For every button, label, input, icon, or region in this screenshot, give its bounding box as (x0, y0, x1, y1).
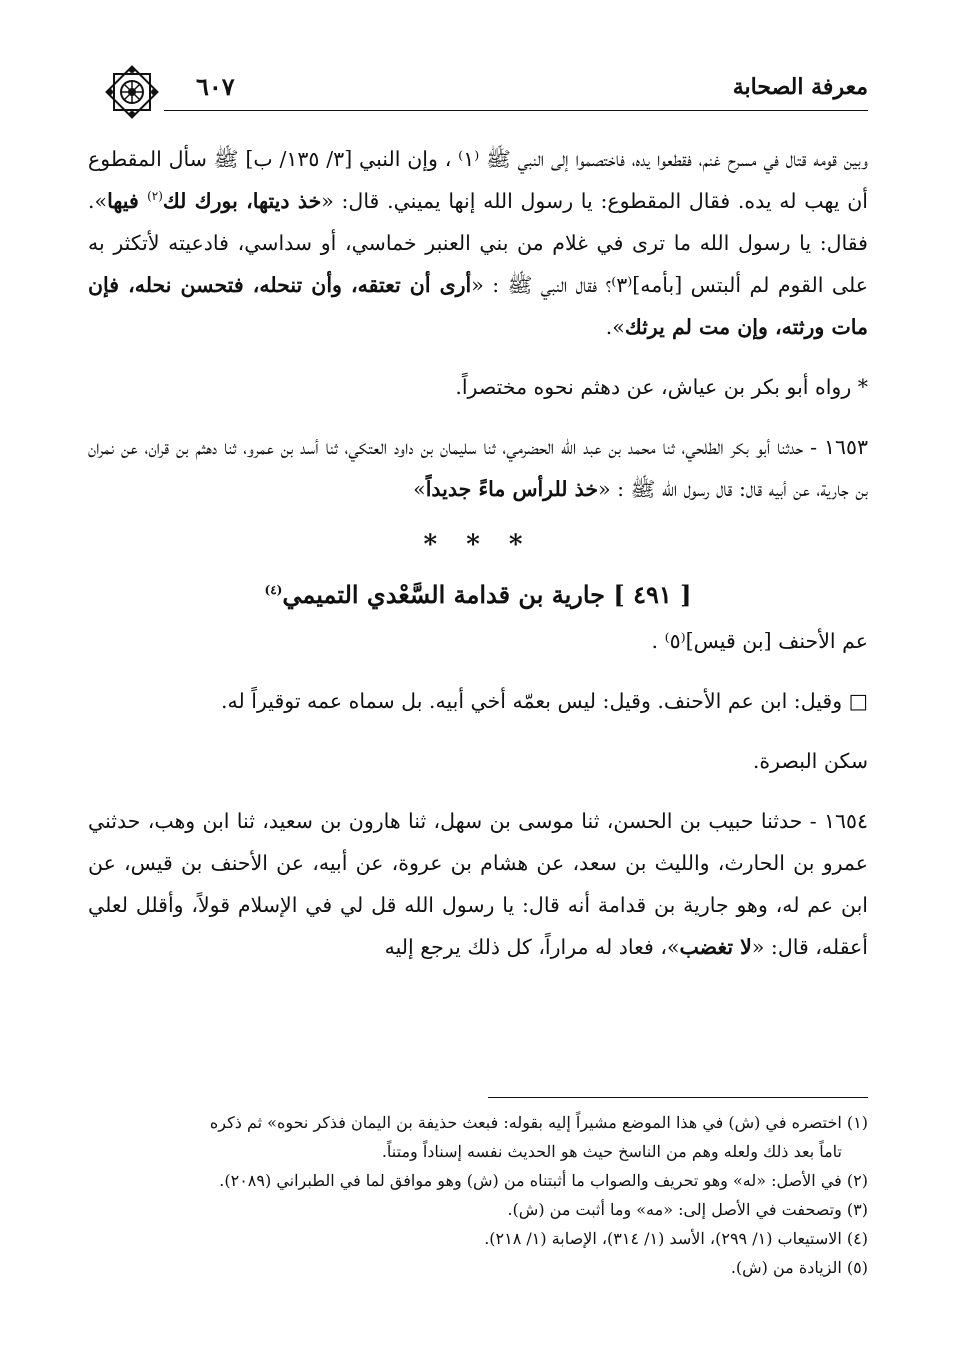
footnote-1: (١) اختصره في (ش) في هذا الموضع مشيراً إليه بقوله: فبعث حذيفة بن اليمان فذكر نحوه» ثم ذكره (209, 1113, 868, 1132)
text-line: [٣/ ١٣٥/ ب] ﷺ سأل المقطوع أن يهب له يده. فقال المقطوع: يا رسول الله إنها يميني. (88, 147, 868, 213)
text-line: وهب، حدثني عمرو بن الحارث، والليث بن سعد، عن هشام بن عروة، عن أبيه، عن (88, 809, 868, 875)
text-line: ١٦٥٣ - حدثنا أبو بكر الطلحي، ثنا محمد بن عبد الله الحضرمي، ثنا سليمان بن (420, 435, 868, 459)
prophetic-quote: لا تغضب (679, 935, 752, 959)
section-divider: * * * (423, 530, 533, 560)
entry-relation: عم الأحنف [بن قيس]⁽٥⁾ . (651, 629, 868, 653)
hadith-1653 (88, 426, 868, 510)
page-number: ٦٠٧ (196, 72, 235, 101)
footnote-ref: (٤) (264, 583, 283, 597)
text-line: قال رسول الله ﷺ : «خذ للرأس ماءً جديداً» (413, 477, 733, 501)
prophetic-quote: فيها (107, 189, 148, 213)
text-line: خماسي، أو سداسي، فادعيته لأتكثر به على القوم لم ألبتس [بأمه]⁽٣⁾؟ فقال النبي ﷺ (88, 231, 868, 297)
footnote-2: (٢) في الأصل: «له» وهو تحريف والصواب ما أثبتناه من (ش) وهو موافق لما في الطبراني (٢٠٨٩). (219, 1171, 868, 1190)
book-title: معرفة الصحابة (732, 74, 868, 100)
text-line: الإسلام قولاً، وأقلل لعلي أعقله، قال: «لا تغضب»، فعاد له مراراً، كل ذلك يرجع إليه (88, 893, 868, 959)
text-line: الأحنف بن قيس، عن ابن عم له، وهو جارية بن قدامة أنه قال: يا رسول الله قل لي في (88, 851, 868, 917)
prophetic-quote: خذ للرأس ماءً جديداً (425, 477, 599, 501)
footnote-4: (٤) الاستيعاب (١/ ٢٩٩)، الأسد (١/ ٣١٤)، الإصابة (١/ ٢١٨). (484, 1229, 868, 1248)
prophetic-quote: خذ ديتها، بورك لك (162, 189, 322, 213)
footnotes (88, 1108, 868, 1282)
text-line: : «أرى أن تعتقه، وأن تنحله، فتحسن نحله، فإن مات ورثته، وإن مت لم يرثك». (88, 273, 868, 339)
hadith-1654 (88, 800, 868, 968)
hadith-continuation (88, 138, 868, 348)
footnote-3: (٣) وتصحفت في الأصل إلى: «مه» وما أثبت من (ش). (507, 1200, 868, 1219)
entry-alt-opinion: □ وقيل: ابن عم الأحنف. وقيل: ليس بعمّه أخي أبيه. بل سماه عمه توقيراً له. (220, 689, 868, 713)
footnote-separator (488, 1097, 868, 1098)
octagram-ornament-icon (102, 62, 162, 122)
text-line: وبين قومه قتال في مسرح غنم، فقطعوا يده، فاختصموا إلى النبي ﷺ ⁽١⁾ ، وإن النبي (359, 147, 868, 171)
entry-heading: [ ٤٩١ ] جارية بن قدامة السَّعْدي التميمي$^{(٤)}$ (264, 580, 692, 609)
entry-residence: سكن البصرة. (752, 749, 868, 773)
text-line: داود العتكي، ثنا أسد بن عمرو، ثنا دهثم بن قران، عن نمران بن جارية، عن أبيه قال: (88, 435, 868, 501)
text-line: ١٦٥٤ - حدثنا حبيب بن الحسن، ثنا موسى بن سهل، ثنا هارون بن سعيد، ثنا ابن (202, 809, 868, 833)
footnote-5: (٥) الزيادة من (ش). (730, 1258, 868, 1277)
header-rule (164, 110, 868, 111)
page-header (100, 62, 868, 122)
footnote-1-cont: تاماً بعد ذلك ولعله وهم من الناسخ حيث هو الحديث نفسه إسناداً ومتناً. (381, 1142, 842, 1161)
prophetic-quote: أرى أن تعتقه، وأن تنحله، فتحسن نحله، فإن مات ورثته، وإن مت لم يرثك (88, 273, 868, 339)
footnote-ref: (٢) (147, 189, 163, 204)
text-line: قال: «خذ ديتها، بورك لك$^{(٢)}$ فيها». فقال: يا رسول الله ما ترى في غلام من بني العنبر (88, 189, 868, 255)
narration-note: * رواه أبو بكر بن عياش، عن دهثم نحوه مختصراً. (455, 375, 868, 399)
main-text (88, 138, 868, 968)
